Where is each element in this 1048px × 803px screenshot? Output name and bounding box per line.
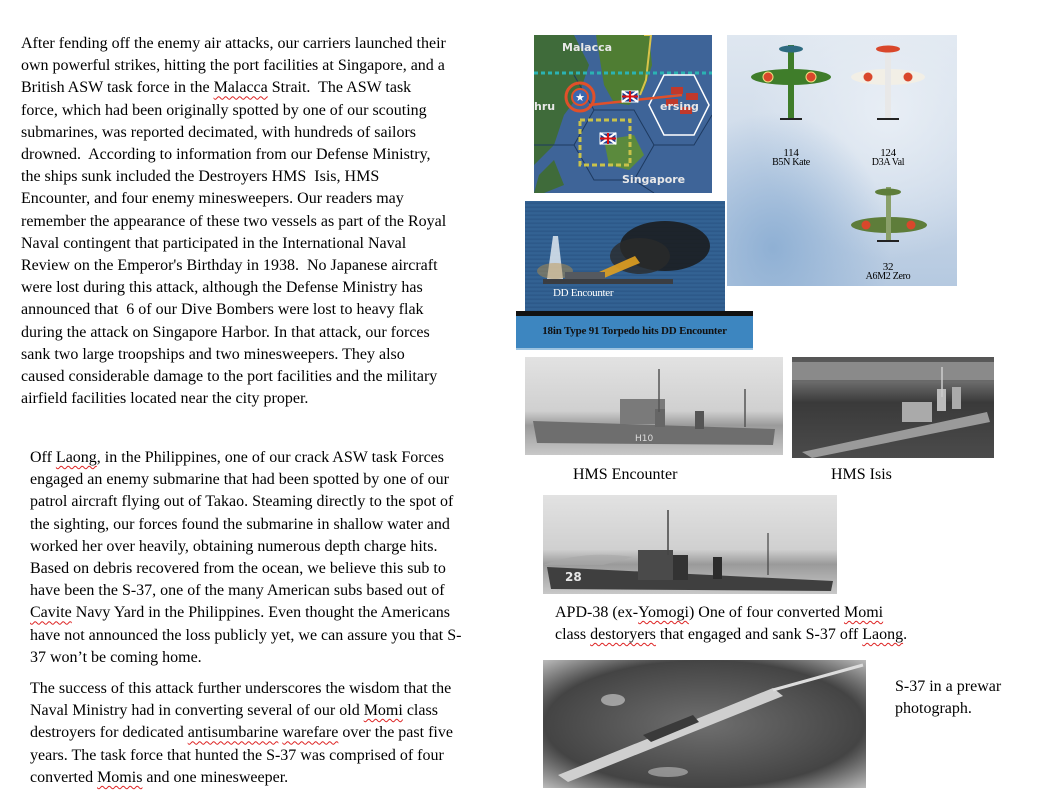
text-line: have not announced the loss publicly yet, we can assure you that S-: [30, 626, 462, 644]
combat-ship-label: DD Encounter: [553, 287, 614, 299]
map-label-singapore: Singapore: [622, 173, 686, 186]
text-line: airfield facilities located near the city proper.: [21, 390, 309, 408]
text-line: own powerful strikes, hitting the port facilities at Singapore, and a: [21, 57, 445, 75]
aircraft-label-zero: 32 A6M2 Zero: [865, 261, 911, 282]
text-line: submarines, was reported decimated, with hundreds of sailors: [21, 123, 417, 141]
map-graphic: [534, 35, 712, 193]
torpedo-hit-banner: [516, 311, 753, 350]
text-line: converted Momis and one minesweeper.: [30, 768, 289, 786]
text-line: announced that 6 of our Dive Bombers were lost to heavy flak: [21, 301, 424, 319]
article-paragraph-3: [30, 678, 453, 789]
s-37-caption-line1: S-37 in a prewar: [895, 678, 1002, 695]
text-line: were lost during this attack, although the Defense Ministry has: [21, 279, 423, 297]
map-label-west: hru: [534, 100, 556, 113]
text-line: Naval Ministry had in converting several of our old Momi class: [30, 702, 438, 720]
spellcheck-flagged-word: antisumbarine: [187, 724, 279, 742]
article-paragraph-1: [21, 33, 446, 410]
spellcheck-flagged-word: Momis: [97, 768, 143, 786]
map-label-malacca: Malacca: [562, 41, 613, 54]
spellcheck-flagged-word: Laong: [55, 449, 97, 466]
s-37-submarine-photo: [543, 660, 866, 788]
hms-isis-caption: HMS Isis: [831, 466, 892, 483]
spellcheck-flagged-word: Malacca: [213, 79, 268, 97]
text-line: Review on the Emperor's Birthday in 1938. No Japanese aircraft: [21, 257, 438, 275]
text-line: Naval contingent that participated in the International Naval: [21, 234, 407, 252]
apd-38-yomogi-photo: [543, 495, 837, 594]
text-line: drowned. According to information from our Defense Ministry,: [21, 146, 431, 164]
text-line: 37 won’t be coming home.: [30, 648, 202, 666]
text-line: force, which had been originally spotted by one of our scouting: [21, 101, 427, 119]
text-line: worked her over heavily, obtaining numerous depth charge hits.: [30, 537, 438, 555]
spellcheck-flagged-word: Momi: [363, 702, 403, 720]
text-line: the ships sunk included the Destroyers HMS Isis, HMS: [21, 168, 380, 186]
d3a-val-plane-icon: [851, 45, 925, 120]
aircraft-label-kate: 114 B5N Kate: [772, 147, 810, 168]
spellcheck-flagged-word: Cavite: [30, 604, 72, 622]
destroyer-silhouette: [525, 357, 783, 455]
submarine-silhouette: [543, 660, 866, 788]
text-line: during the attack on Singapore Harbor. In that attack, our forces: [21, 323, 430, 341]
apd-38-caption-line2: class destoryers that engaged and sank S-37 off Laong.: [555, 626, 908, 643]
text-line: sank two large troopships and two minesweepers. They also: [21, 345, 405, 363]
torpedo-hit-banner-text: 18in Type 91 Torpedo hits DD Encounter: [542, 325, 727, 337]
text-line: engaged an enemy submarine that had been spotted by one of our: [30, 471, 449, 489]
hms-encounter-photo: [525, 357, 783, 455]
text-line: the sighting, our forces found the submarine in shallow water and: [30, 515, 450, 533]
apd-hull-number: 28: [565, 570, 582, 584]
spellcheck-flagged-word: Laong: [862, 626, 904, 643]
text-line: years. The task force that hunted the S-37 was comprised of four: [30, 746, 444, 764]
s-37-caption-line2: photograph.: [895, 700, 972, 717]
apd-38-caption-line1: APD-38 (ex-Yomogi) One of four converted Momi: [555, 604, 884, 621]
text-line: remember the appearance of these two vessels as part of the Royal: [21, 212, 447, 230]
text-line: Based on debris recovered from the ocean, we believe this sub to: [30, 560, 446, 578]
text-line: caused considerable damage to the port facilities and the military: [21, 368, 438, 386]
spellcheck-flagged-word: warefare: [282, 724, 339, 742]
aircraft-losses-image: [727, 35, 957, 286]
text-line: destroyers for dedicated antisumbarine warefare over the past five: [30, 724, 453, 742]
hms-isis-photo: [792, 357, 994, 458]
text-line: Cavite Navy Yard in the Philippines. Even thought the Americans: [30, 604, 450, 622]
text-line: have been the S-37, one of the many American subs based out of: [30, 582, 445, 600]
hms-encounter-caption: HMS Encounter: [573, 466, 678, 483]
spellcheck-flagged-word: Momi: [843, 604, 884, 621]
torpedo-hit-image: [525, 201, 725, 311]
svg-text:★: ★: [575, 92, 585, 104]
text-line: patrol aircraft flying out of Takao. Steaming directly to the spot of: [30, 493, 454, 511]
encounter-hull-number: H10: [635, 434, 654, 444]
text-line: The success of this attack further underscores the wisdom that the: [30, 680, 452, 697]
spellcheck-flagged-word: Yomogi: [638, 604, 689, 621]
text-line: After fending off the enemy air attacks, our carriers launched their: [21, 35, 446, 52]
aircraft-label-val: 124 D3A Val: [871, 147, 905, 168]
text-line: British ASW task force in the Malacca Strait. The ASW task: [21, 79, 412, 97]
spellcheck-flagged-word: destoryers: [590, 626, 656, 643]
text-line: Off Laong, in the Philippines, one of our crack ASW task Forces: [30, 449, 444, 466]
b5n-kate-plane-icon: [751, 45, 831, 120]
text-line: Encounter, and four enemy minesweepers. Our readers may: [21, 190, 404, 208]
singapore-map-image: [534, 35, 712, 193]
a6m2-zero-plane-icon: [851, 187, 927, 242]
article-paragraph-2: [30, 447, 461, 669]
apd-silhouette: [543, 495, 837, 594]
destroyer-isis-silhouette: [792, 357, 994, 458]
map-label-east: ersing: [660, 100, 699, 113]
